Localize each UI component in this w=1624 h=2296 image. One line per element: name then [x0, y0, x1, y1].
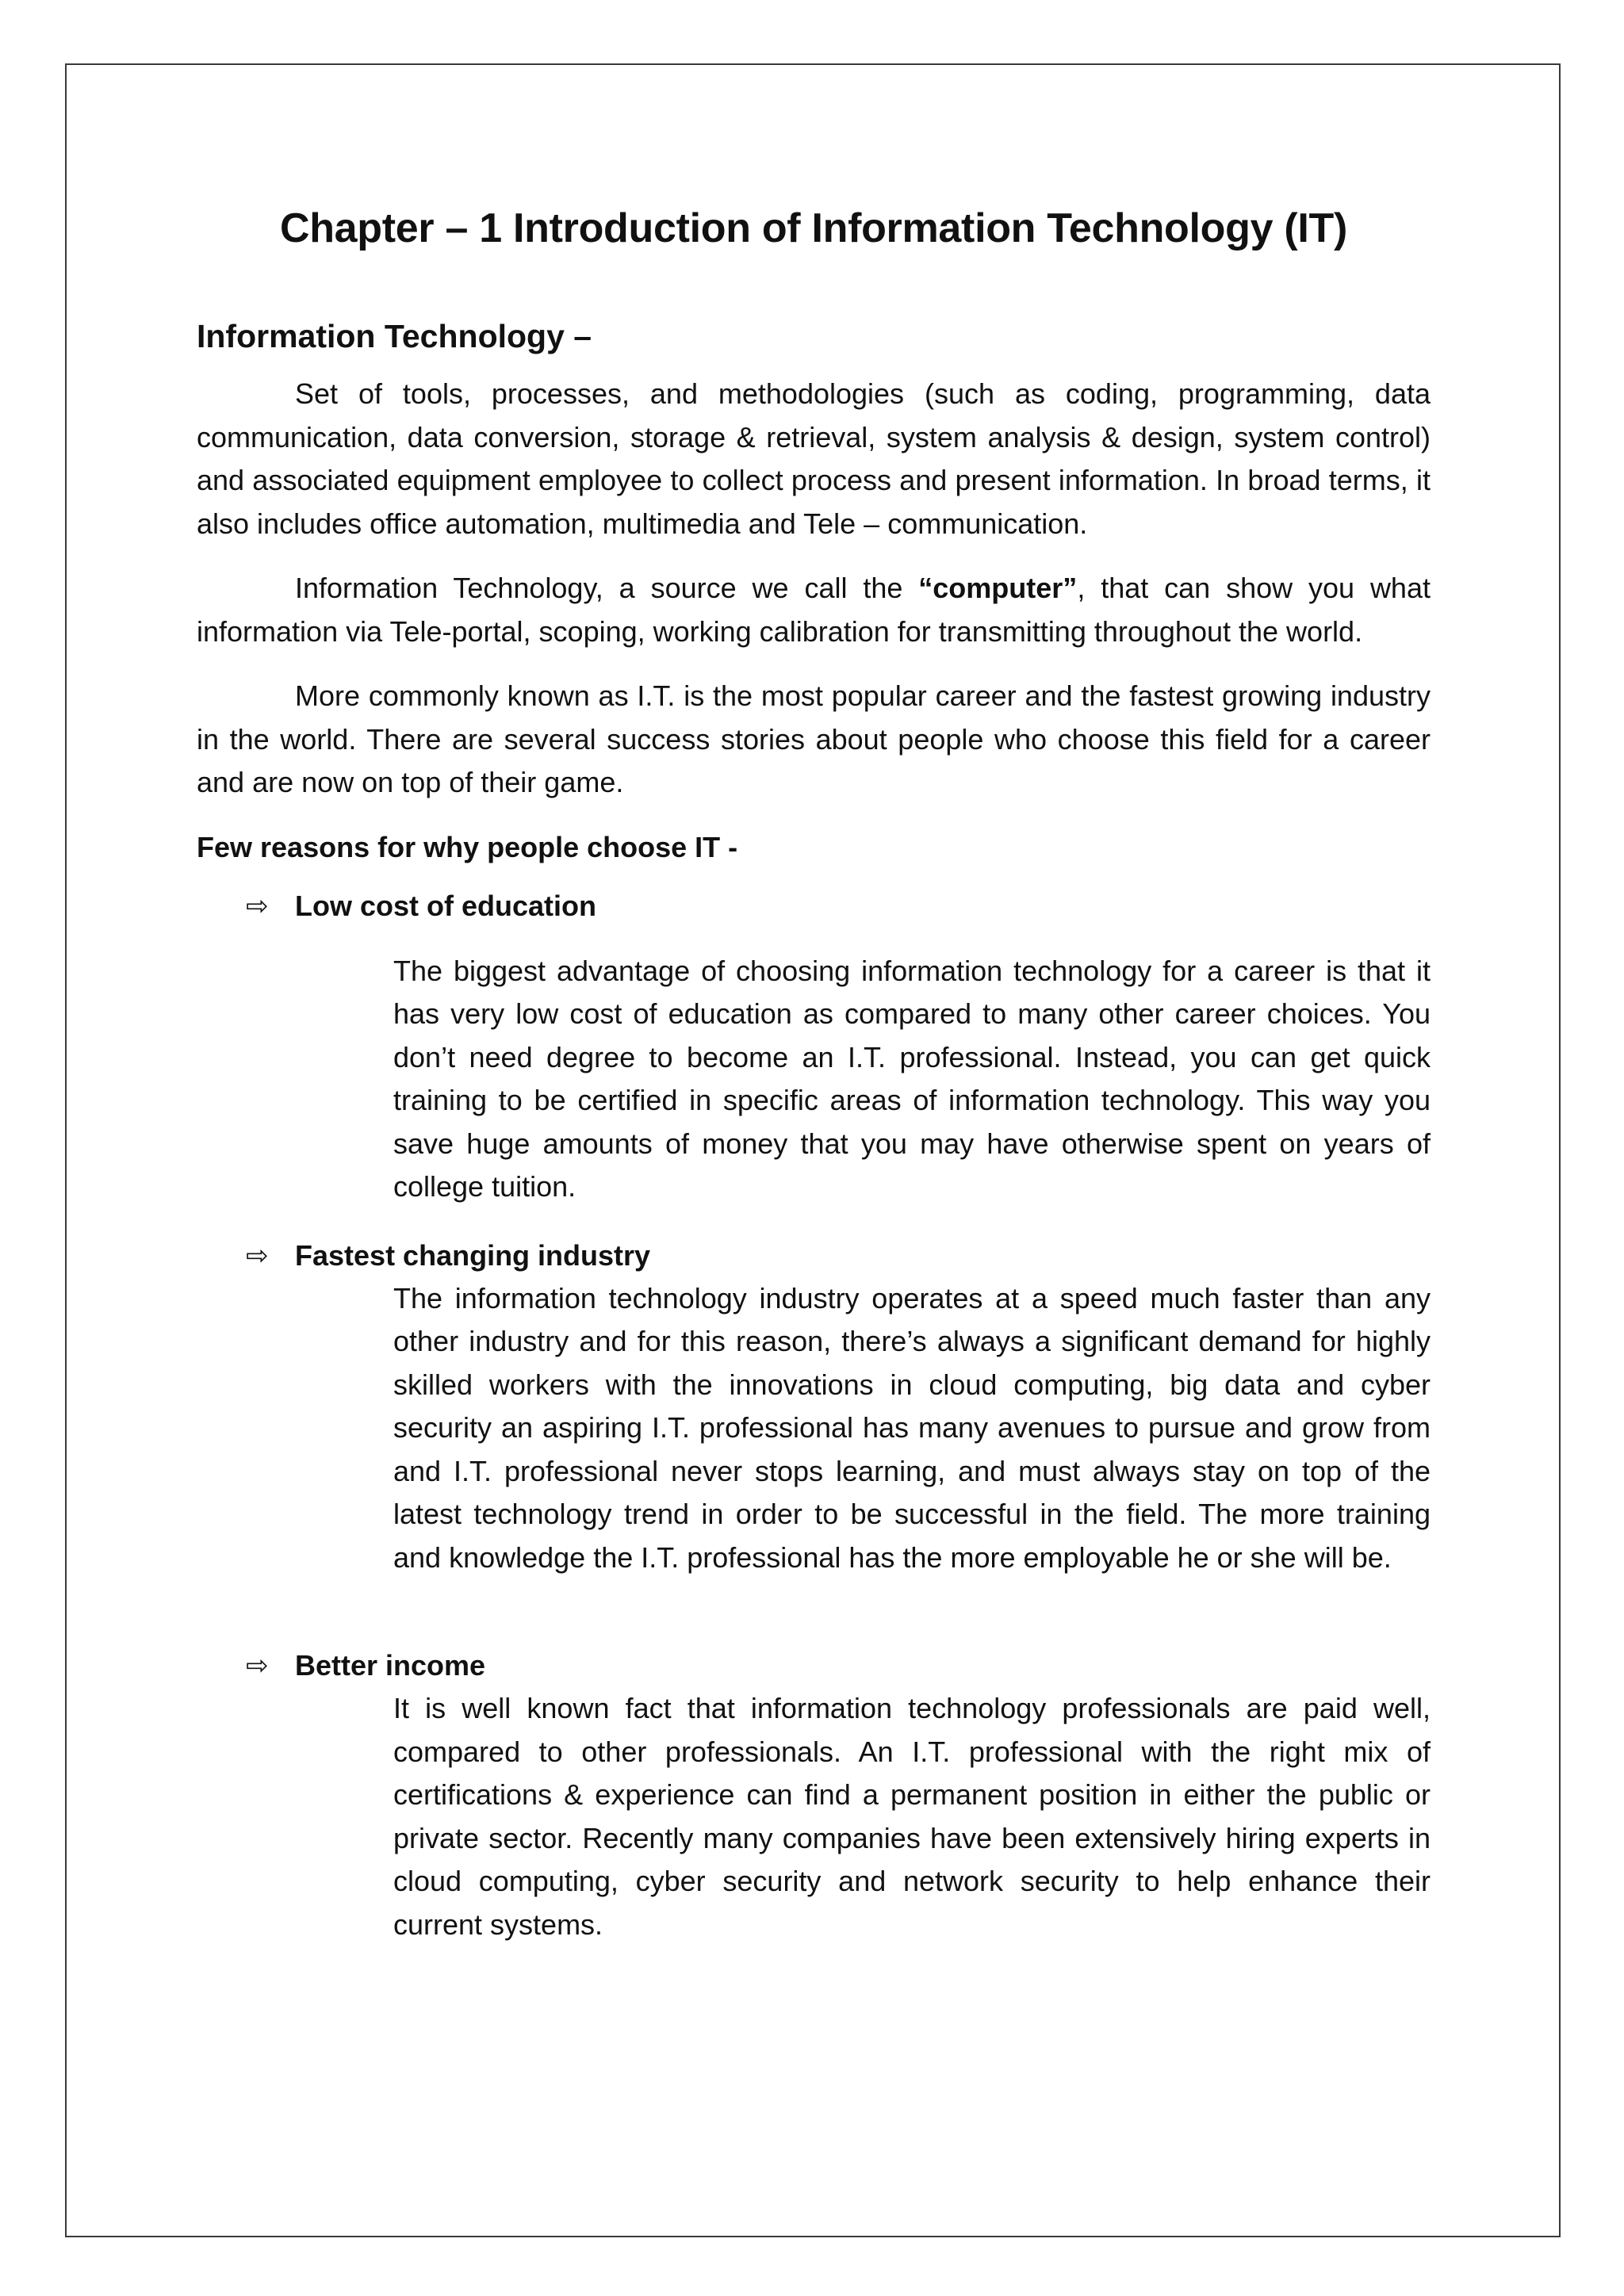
reason-title-text: Better income	[295, 1649, 486, 1682]
arrow-right-icon: ⇨	[246, 1651, 269, 1681]
paragraph-career: More commonly known as I.T. is the most popular career and the fastest growing industry in the world. There are several success stories about people who choose this field for a career and are now on top of their game.	[197, 679, 1431, 798]
reason-text: It is well known fact that information technology professionals are paid well, compared to other professionals. An I.T. professional with the right mix of certifications & experience can find a permanent position in either the public or private sector. Recently many companies have been extensively hiring experts in cloud computing, cyber security and network security to help enhance their current systems.	[393, 1692, 1431, 1941]
reason-title	[246, 1234, 1431, 1277]
arrow-right-icon: ⇨	[246, 890, 269, 921]
paragraph-definition: Set of tools, processes, and methodologies (such as coding, programming, data communication, data conversion, storage & retrieval, system analysis & design, system control) and associated equipment employee to collect process and present information. In broad terms, it also includes office automation, multimedia and Tele – communication.	[197, 377, 1431, 540]
arrow-right-icon: ⇨	[246, 1240, 269, 1271]
reason-text: The biggest advantage of choosing information technology for a career is that it has very low cost of education as compared to many other career choices. You don’t need degree to become an I.T. professional. Instead, you can get quick training to be certified in specific areas of information technology. This way you save huge amounts of money that you may have otherwise spent on years of college tuition.	[393, 954, 1431, 1203]
reason-item	[197, 885, 1431, 1209]
chapter-title: Chapter – 1 Introduction of Information Technology (IT)	[279, 205, 1348, 251]
paragraph-computer-lead: Information Technology, a source we call the	[295, 572, 919, 604]
reasons-heading: Few reasons for why people choose IT -	[197, 830, 738, 863]
computer-term: “computer”	[918, 572, 1078, 604]
reason-title	[246, 1644, 1431, 1687]
reason-title	[246, 885, 1431, 928]
paragraph-computer-rest: , that can show you what information via Tele-portal, scoping, working calibration for transmitting throughout the world.	[197, 572, 1431, 648]
document-content	[197, 195, 1431, 1946]
reason-title-text: Fastest changing industry	[295, 1238, 651, 1272]
reason-title-text: Low cost of education	[295, 889, 597, 922]
reason-item	[197, 1234, 1431, 1580]
section-heading: Information Technology –	[197, 318, 592, 354]
reason-item	[197, 1644, 1431, 1946]
reason-text: The information technology industry operates at a speed much faster than any other industry and for this reason, there’s always a significant demand for highly skilled workers with the innovations in cloud computing, big data and cyber security an aspiring I.T. professional has many avenues to pursue and grow from and I.T. professional never stops learning, and must always stay on top of the latest technology trend in order to be successful in the field. The more training and knowledge the I.T. professional has the more employable he or she will be.	[393, 1281, 1431, 1574]
paragraph-computer	[197, 567, 1431, 653]
